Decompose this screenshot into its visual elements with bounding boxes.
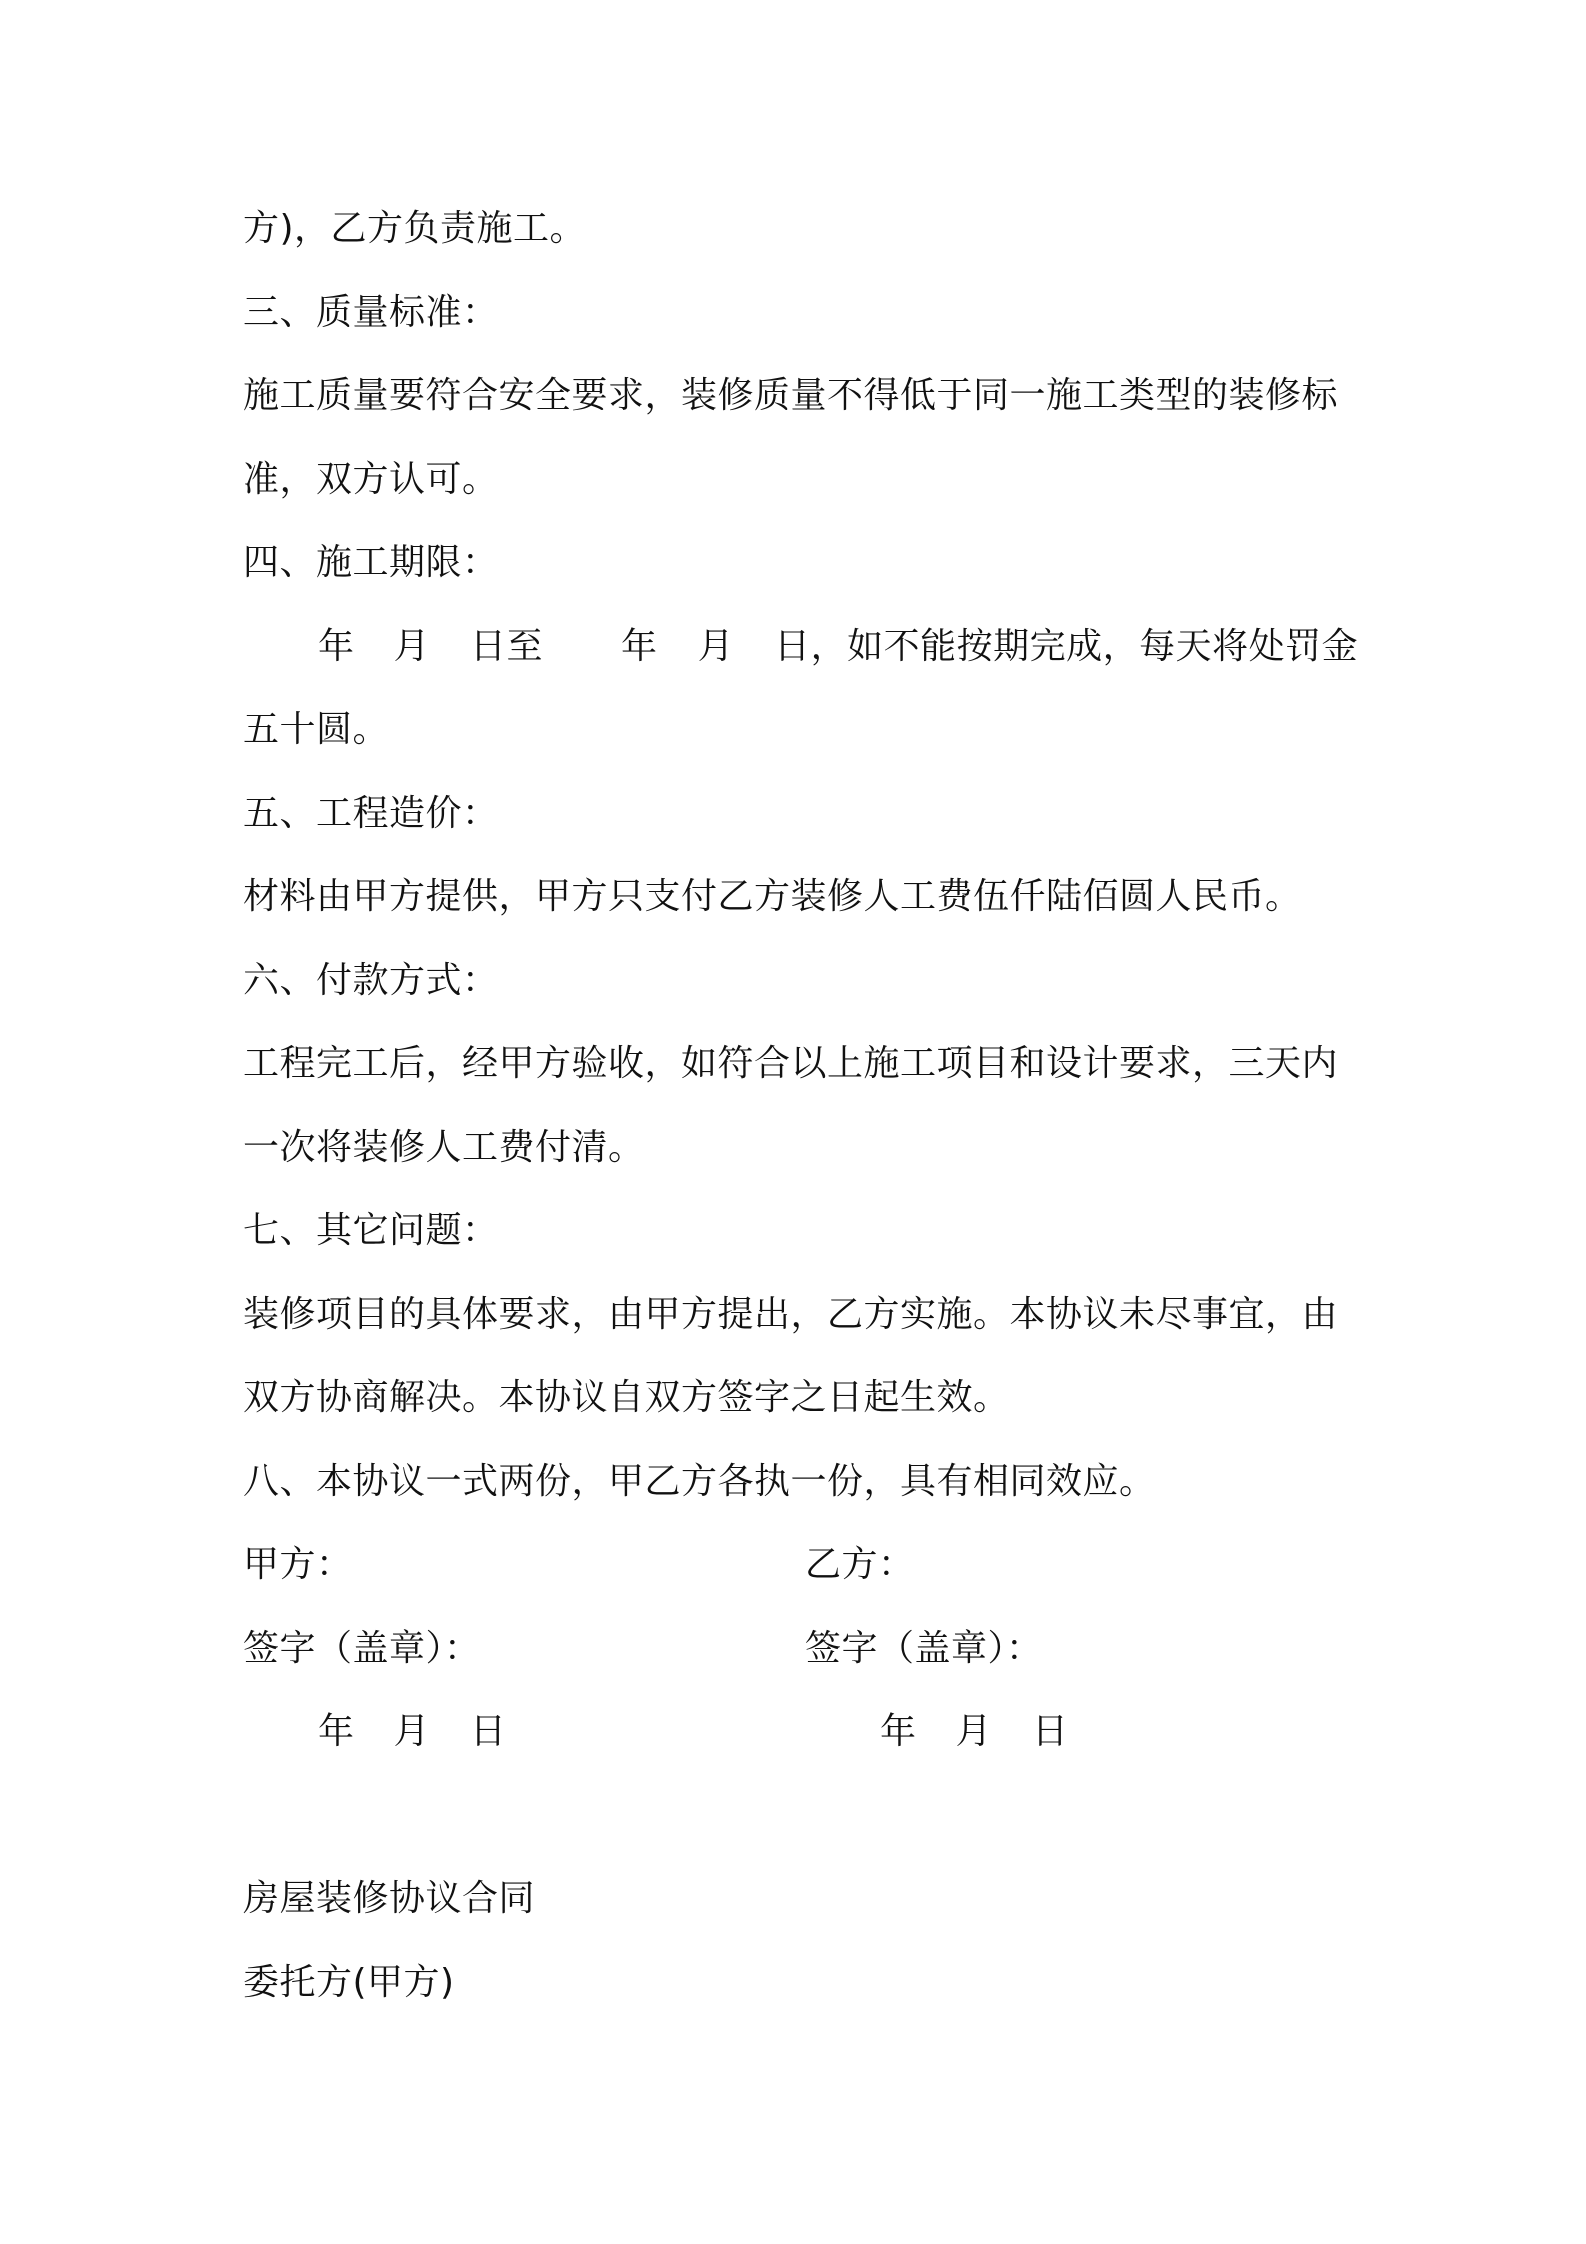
text-line-12: 一次将装修人工费付清。: [243, 1127, 645, 1168]
section-3-heading: 三、质量标准：: [243, 292, 499, 333]
date-b-year: 年: [880, 1711, 917, 1752]
sign-b-label: 签字（盖章）：: [805, 1628, 1043, 1669]
text-line-9: 材料由甲方提供，甲方只支付乙方装修人工费伍仟陆佰圆人民币。: [243, 876, 1302, 917]
party-a-label: 甲方：: [243, 1544, 353, 1585]
period-start-day: 日至: [470, 626, 544, 667]
text-line-1: 方)，乙方负责施工。: [243, 208, 587, 249]
text-line-14: 装修项目的具体要求，由甲方提出，乙方实施。本协议未尽事宜，由: [243, 1294, 1339, 1335]
date-a-year: 年: [318, 1711, 355, 1752]
section-5-heading: 五、工程造价：: [243, 793, 499, 834]
party-b-label: 乙方：: [805, 1544, 915, 1585]
text-line-15: 双方协商解决。本协议自双方签字之日起生效。: [243, 1377, 1010, 1418]
next-contract-party: 委托方(甲方): [243, 1962, 455, 2003]
text-line-3: 施工质量要符合安全要求，装修质量不得低于同一施工类型的装修标: [243, 375, 1339, 416]
section-4-heading: 四、施工期限：: [243, 542, 499, 583]
date-b-month: 月: [955, 1711, 993, 1752]
date-b-line: [880, 1708, 1280, 1756]
section-7-heading: 七、其它问题：: [243, 1210, 499, 1251]
next-contract-title: 房屋装修协议合同: [243, 1878, 536, 1919]
period-start-year: 年: [318, 626, 355, 667]
date-a-line: [318, 1708, 718, 1756]
text-line-7: 五十圆。: [243, 709, 390, 750]
date-b-day: 日: [1032, 1711, 1069, 1752]
period-end-month: 月: [697, 626, 735, 667]
date-a-day: 日: [470, 1711, 507, 1752]
text-line-4: 准，双方认可。: [243, 459, 499, 500]
section-6-heading: 六、付款方式：: [243, 960, 499, 1001]
period-end-day-penalty: 日，如不能按期完成，每天将处罚金: [774, 626, 1359, 667]
section-8-line: 八、本协议一式两份，甲乙方各执一份，具有相同效应。: [243, 1461, 1156, 1502]
construction-period-line: [318, 623, 1438, 671]
text-line-11: 工程完工后，经甲方验收，如符合以上施工项目和设计要求，三天内: [243, 1043, 1339, 1084]
date-a-month: 月: [393, 1711, 431, 1752]
sign-a-label: 签字（盖章）：: [243, 1628, 481, 1669]
period-start-month: 月: [393, 626, 431, 667]
period-end-year: 年: [621, 626, 658, 667]
